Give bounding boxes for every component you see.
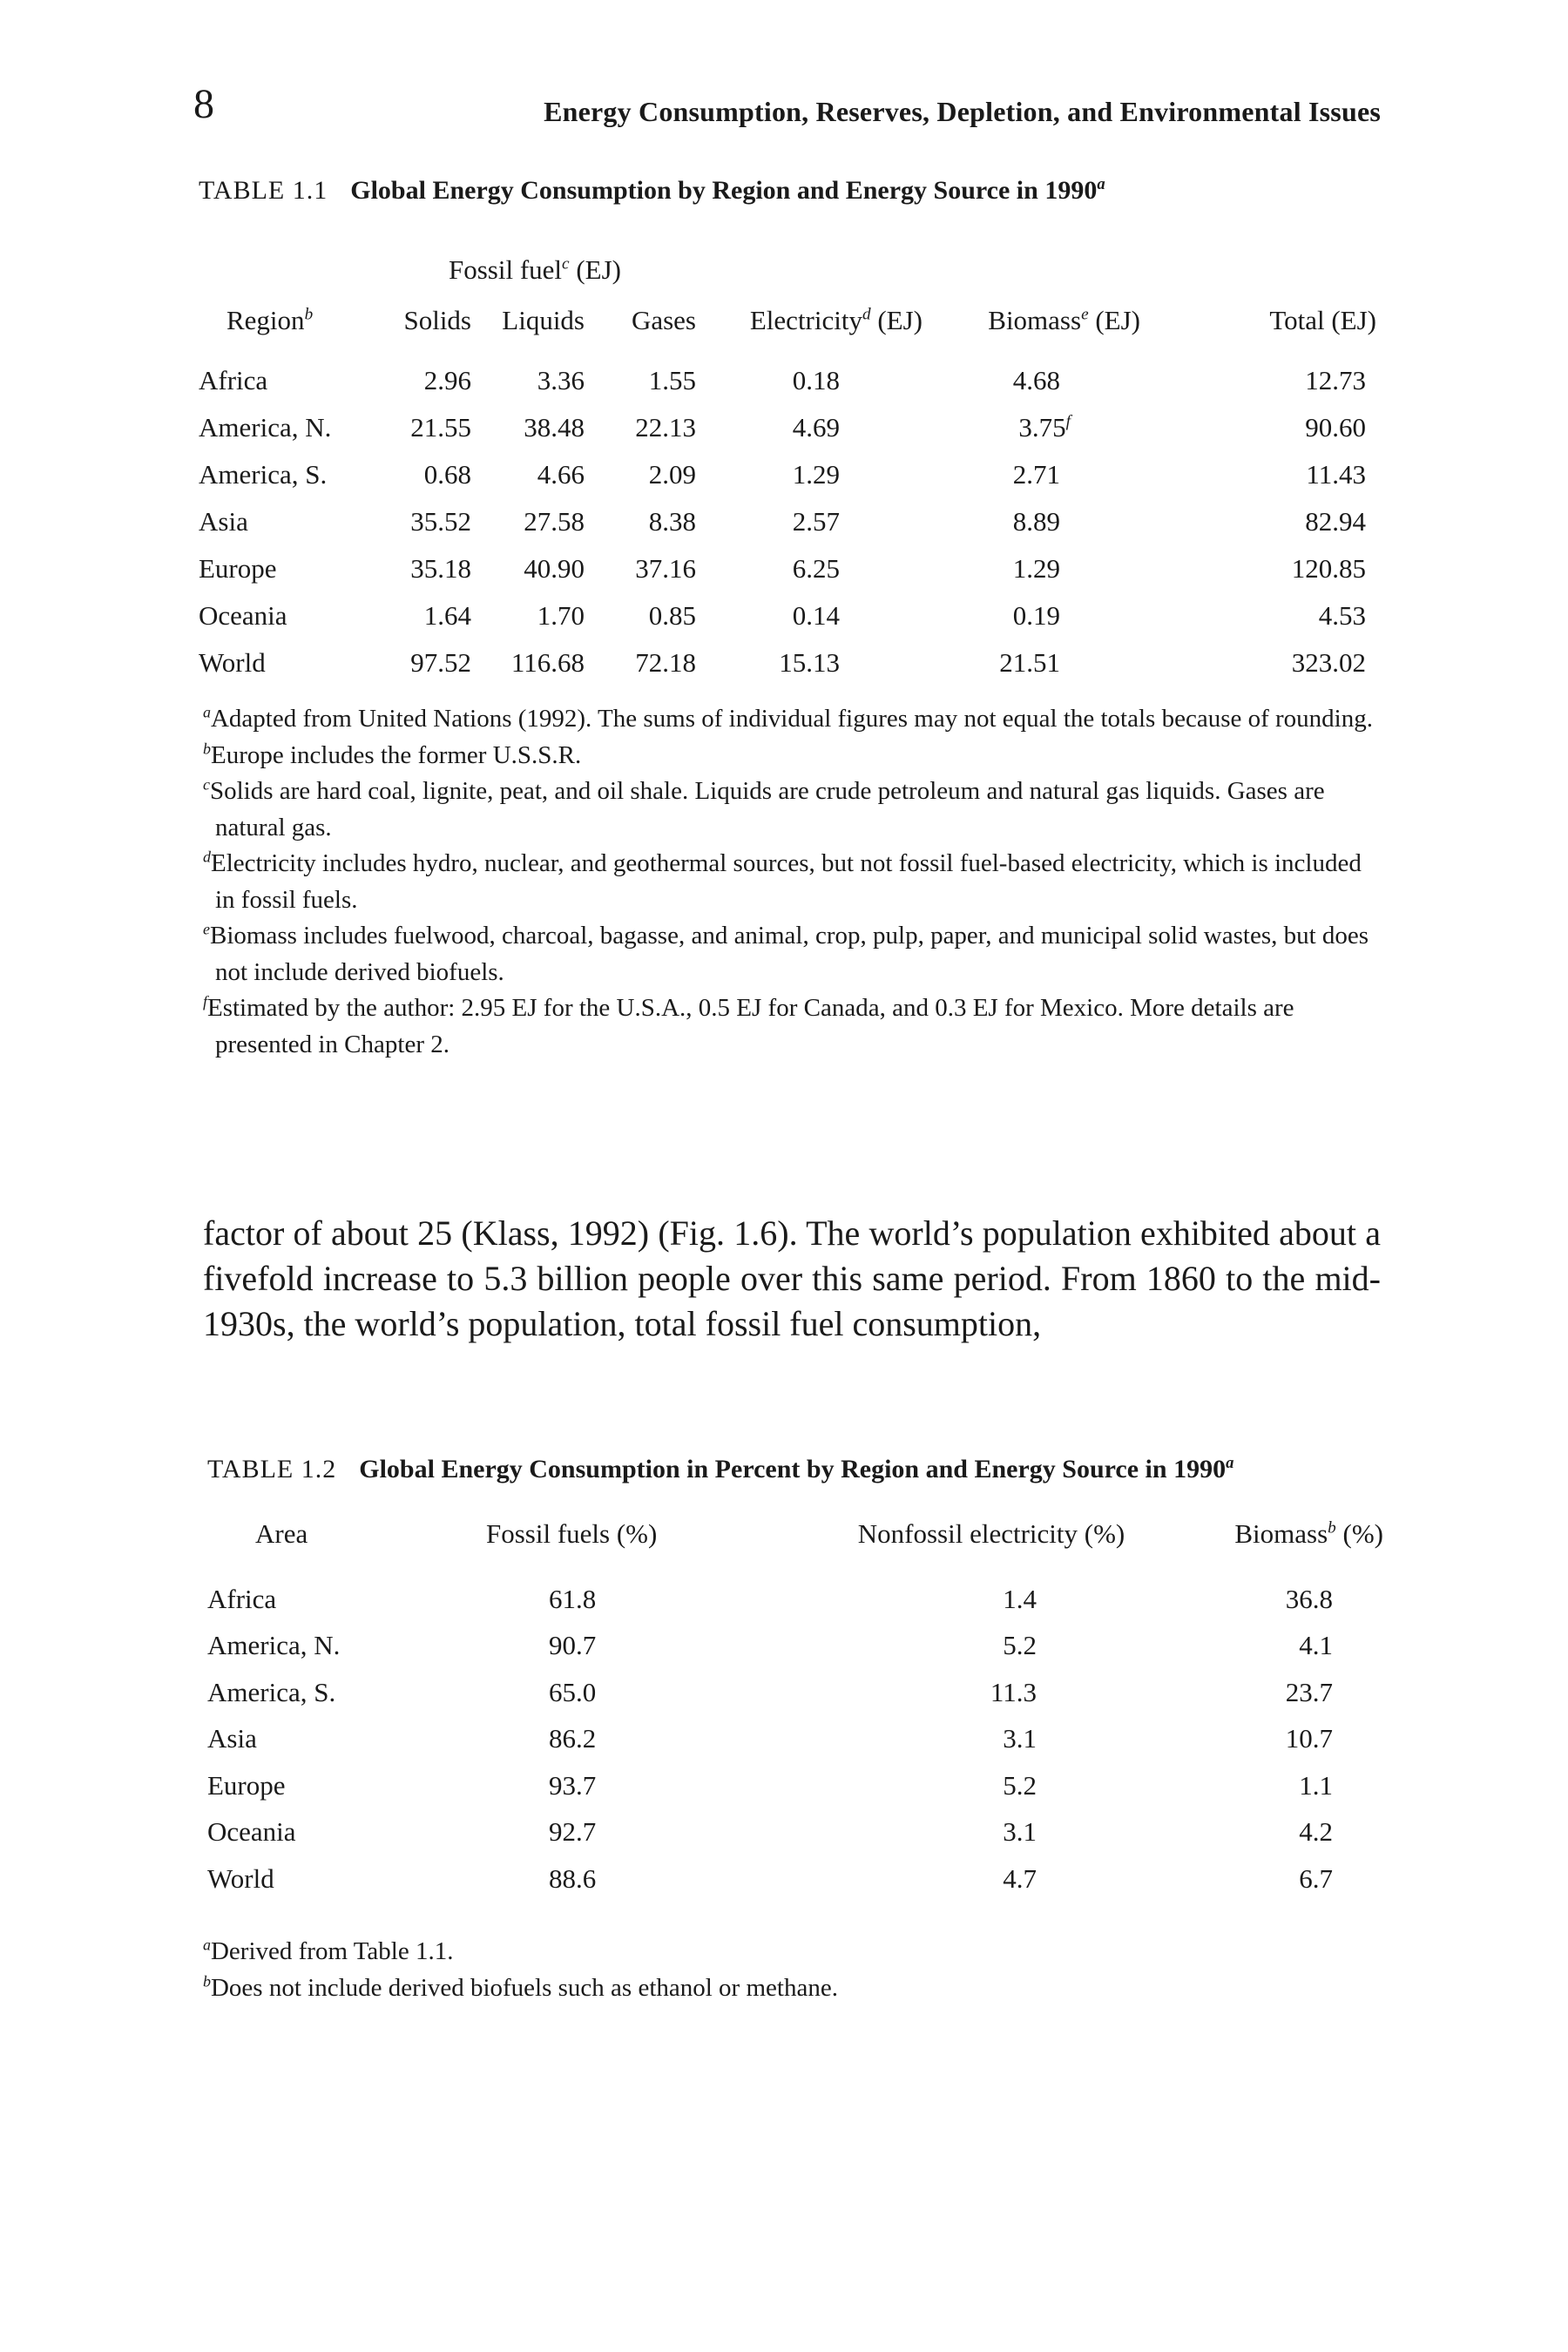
col-fossil-fuels: Fossil fuels (%) bbox=[486, 1518, 658, 1549]
fossil-cell: 86.2 bbox=[549, 1723, 597, 1754]
table1-label: TABLE 1.1 bbox=[199, 176, 328, 205]
biomass-cell: 4.68 bbox=[1012, 365, 1060, 395]
biomass-cell: 4.2 bbox=[1299, 1816, 1333, 1848]
footnote: $^a$Adapted from United Nations (1992). The sums of individual figures may not equal the totals because of rounding. bbox=[203, 703, 1373, 733]
electricity-cell: 0.18 bbox=[792, 365, 840, 395]
table-row bbox=[207, 1623, 1383, 1670]
fossil-cell: 61.8 bbox=[549, 1583, 597, 1614]
area-cell: Europe bbox=[207, 1769, 286, 1801]
biomass-cell: 6.7 bbox=[1299, 1862, 1333, 1894]
table-row bbox=[199, 404, 1376, 451]
area-cell: World bbox=[207, 1862, 274, 1894]
page-number: 8 bbox=[193, 81, 214, 127]
table-row bbox=[207, 1576, 1383, 1623]
table-row bbox=[199, 498, 1376, 545]
table-row bbox=[207, 1762, 1383, 1809]
gases-cell: 72.18 bbox=[635, 647, 696, 678]
region-cell: Europe bbox=[199, 553, 277, 584]
biomass-cell: 10.7 bbox=[1285, 1723, 1333, 1754]
biomass-cell: 23.7 bbox=[1285, 1676, 1333, 1707]
table-row bbox=[199, 357, 1376, 404]
solids-cell: 2.96 bbox=[423, 365, 471, 395]
col-nonfossil-electricity: Nonfossil electricity (%) bbox=[857, 1518, 1125, 1549]
table2 bbox=[207, 1511, 1383, 1903]
region-cell: Africa bbox=[199, 365, 268, 395]
table1-group-header: Fossil fuel$^c$ (EJ) bbox=[449, 254, 621, 285]
table-row bbox=[199, 545, 1376, 592]
electricity-cell: 15.13 bbox=[779, 647, 840, 678]
table-row bbox=[207, 1809, 1383, 1856]
region-cell: Asia bbox=[199, 506, 248, 537]
electricity-cell: 6.25 bbox=[792, 553, 840, 584]
electricity-cell: 4.69 bbox=[792, 412, 840, 443]
footnote: $^e$Biomass includes fuelwood, charcoal, bagasse, and animal, crop, pulp, paper, and municipal solid wastes, but does not include derived biofuels. bbox=[203, 920, 1369, 986]
region-cell: America, S. bbox=[199, 459, 328, 490]
col-gases: Gases bbox=[631, 305, 696, 335]
footnote: $^c$Solids are hard coal, lignite, peat, and oil shale. Liquids are crude petroleum and natural gas liquids. Gases are natural gas. bbox=[203, 775, 1325, 841]
liquids-cell: 40.90 bbox=[524, 553, 585, 584]
electricity-cell: 1.29 bbox=[792, 459, 840, 490]
area-cell: Africa bbox=[207, 1583, 277, 1614]
nonfossil-cell: 5.2 bbox=[1003, 1769, 1037, 1801]
footnote: $^f$Estimated by the author: 2.95 EJ for the U.S.A., 0.5 EJ for Canada, and 0.3 EJ for Mexico. More details are presented in Chapter 2. bbox=[203, 992, 1294, 1058]
fossil-cell: 92.7 bbox=[549, 1816, 597, 1848]
biomass-cell: 4.1 bbox=[1299, 1630, 1333, 1661]
table1-title: Global Energy Consumption by Region and Energy Source in 1990$^a$ bbox=[350, 175, 1105, 205]
table-row bbox=[199, 592, 1376, 639]
total-cell: 12.73 bbox=[1305, 365, 1366, 395]
table-row bbox=[207, 1669, 1383, 1716]
col-biomass: Biomass$^e$ (EJ) bbox=[988, 305, 1140, 335]
table-row bbox=[199, 639, 1376, 686]
table2-label: TABLE 1.2 bbox=[207, 1455, 337, 1484]
col-region: Region$^b$ bbox=[226, 305, 314, 335]
biomass-cell: 21.51 bbox=[999, 647, 1060, 678]
gases-cell: 2.09 bbox=[648, 459, 696, 490]
fossil-cell: 65.0 bbox=[549, 1676, 597, 1707]
footnote: $^d$Electricity includes hydro, nuclear, and geothermal sources, but not fossil fuel-based electricity, which is included in fossil fuels. bbox=[203, 848, 1362, 914]
table1-header-row bbox=[199, 286, 1376, 336]
area-cell: America, S. bbox=[207, 1676, 336, 1707]
solids-cell: 1.64 bbox=[423, 600, 471, 631]
electricity-cell: 2.57 bbox=[792, 506, 840, 537]
table2-caption bbox=[207, 1455, 1233, 1484]
nonfossil-cell: 4.7 bbox=[1003, 1862, 1037, 1894]
table2-header-row bbox=[207, 1511, 1383, 1557]
table1-footnotes bbox=[203, 701, 1381, 1063]
electricity-cell: 0.14 bbox=[792, 600, 840, 631]
footnote: $^a$Derived from Table 1.1. bbox=[203, 1936, 454, 1965]
area-cell: Oceania bbox=[207, 1816, 296, 1848]
liquids-cell: 38.48 bbox=[524, 412, 585, 443]
fossil-cell: 90.7 bbox=[549, 1630, 597, 1661]
nonfossil-cell: 11.3 bbox=[990, 1676, 1037, 1707]
table1-caption bbox=[199, 176, 1105, 206]
biomass-cell: 1.29 bbox=[1012, 553, 1060, 584]
total-cell: 82.94 bbox=[1305, 506, 1366, 537]
fossil-cell: 88.6 bbox=[549, 1862, 597, 1894]
region-cell: Oceania bbox=[199, 600, 287, 631]
gases-cell: 22.13 bbox=[635, 412, 696, 443]
biomass-cell: 3.75$^f$ bbox=[1018, 412, 1071, 443]
liquids-cell: 116.68 bbox=[510, 647, 585, 678]
total-cell: 120.85 bbox=[1291, 553, 1366, 584]
table2-title: Global Energy Consumption in Percent by Region and Energy Source in 1990$^a$ bbox=[359, 1454, 1234, 1484]
biomass-cell: 1.1 bbox=[1299, 1769, 1333, 1801]
region-cell: America, N. bbox=[199, 412, 332, 443]
footnote: $^b$Does not include derived biofuels such as ethanol or methane. bbox=[203, 1971, 838, 2002]
col-electricity: Electricity$^d$ (EJ) bbox=[749, 305, 923, 335]
solids-cell: 21.55 bbox=[410, 412, 471, 443]
footnote: $^b$Europe includes the former U.S.S.R. bbox=[203, 739, 582, 769]
col-total: Total (EJ) bbox=[1269, 305, 1376, 335]
running-head: Energy Consumption, Reserves, Depletion, and Environmental Issues bbox=[544, 96, 1381, 127]
gases-cell: 1.55 bbox=[648, 365, 696, 395]
gases-cell: 0.85 bbox=[648, 600, 696, 631]
table2-footnotes bbox=[203, 1934, 1381, 2006]
solids-cell: 35.52 bbox=[410, 506, 471, 537]
liquids-cell: 1.70 bbox=[537, 600, 585, 631]
fossil-cell: 93.7 bbox=[549, 1769, 597, 1801]
table-row bbox=[207, 1716, 1383, 1763]
region-cell: World bbox=[199, 647, 266, 678]
col-liquids: Liquids bbox=[502, 305, 585, 335]
table1 bbox=[199, 235, 1376, 686]
total-cell: 11.43 bbox=[1306, 459, 1366, 490]
nonfossil-cell: 3.1 bbox=[1003, 1816, 1037, 1848]
biomass-cell: 8.89 bbox=[1012, 506, 1060, 537]
biomass-cell: 36.8 bbox=[1285, 1583, 1333, 1614]
biomass-cell: 2.71 bbox=[1012, 459, 1060, 490]
total-cell: 90.60 bbox=[1305, 412, 1366, 443]
biomass-cell: 0.19 bbox=[1012, 600, 1060, 631]
body-paragraph: factor of about 25 (Klass, 1992) (Fig. 1.6). The world’s population exhibited about a fivefold increase to 5.3 billion people over this same period. From 1860 to the mid-1930s, the world’s population, total fossil fuel consumption, bbox=[203, 1213, 1381, 1343]
nonfossil-cell: 3.1 bbox=[1003, 1723, 1037, 1754]
solids-cell: 35.18 bbox=[410, 553, 471, 584]
gases-cell: 8.38 bbox=[648, 506, 696, 537]
nonfossil-cell: 5.2 bbox=[1003, 1630, 1037, 1661]
area-cell: America, N. bbox=[207, 1630, 341, 1661]
solids-cell: 0.68 bbox=[423, 459, 471, 490]
col-solids: Solids bbox=[403, 305, 471, 335]
col-area: Area bbox=[255, 1518, 308, 1549]
liquids-cell: 27.58 bbox=[524, 506, 585, 537]
table-row bbox=[199, 451, 1376, 498]
gases-cell: 37.16 bbox=[635, 553, 696, 584]
col-biomass: Biomass$^b$ (%) bbox=[1234, 1518, 1383, 1549]
liquids-cell: 4.66 bbox=[537, 459, 585, 490]
total-cell: 4.53 bbox=[1318, 600, 1366, 631]
solids-cell: 97.52 bbox=[410, 647, 471, 678]
total-cell: 323.02 bbox=[1291, 647, 1366, 678]
area-cell: Asia bbox=[207, 1723, 257, 1754]
table-row bbox=[207, 1855, 1383, 1903]
nonfossil-cell: 1.4 bbox=[1003, 1583, 1037, 1614]
liquids-cell: 3.36 bbox=[537, 365, 585, 395]
